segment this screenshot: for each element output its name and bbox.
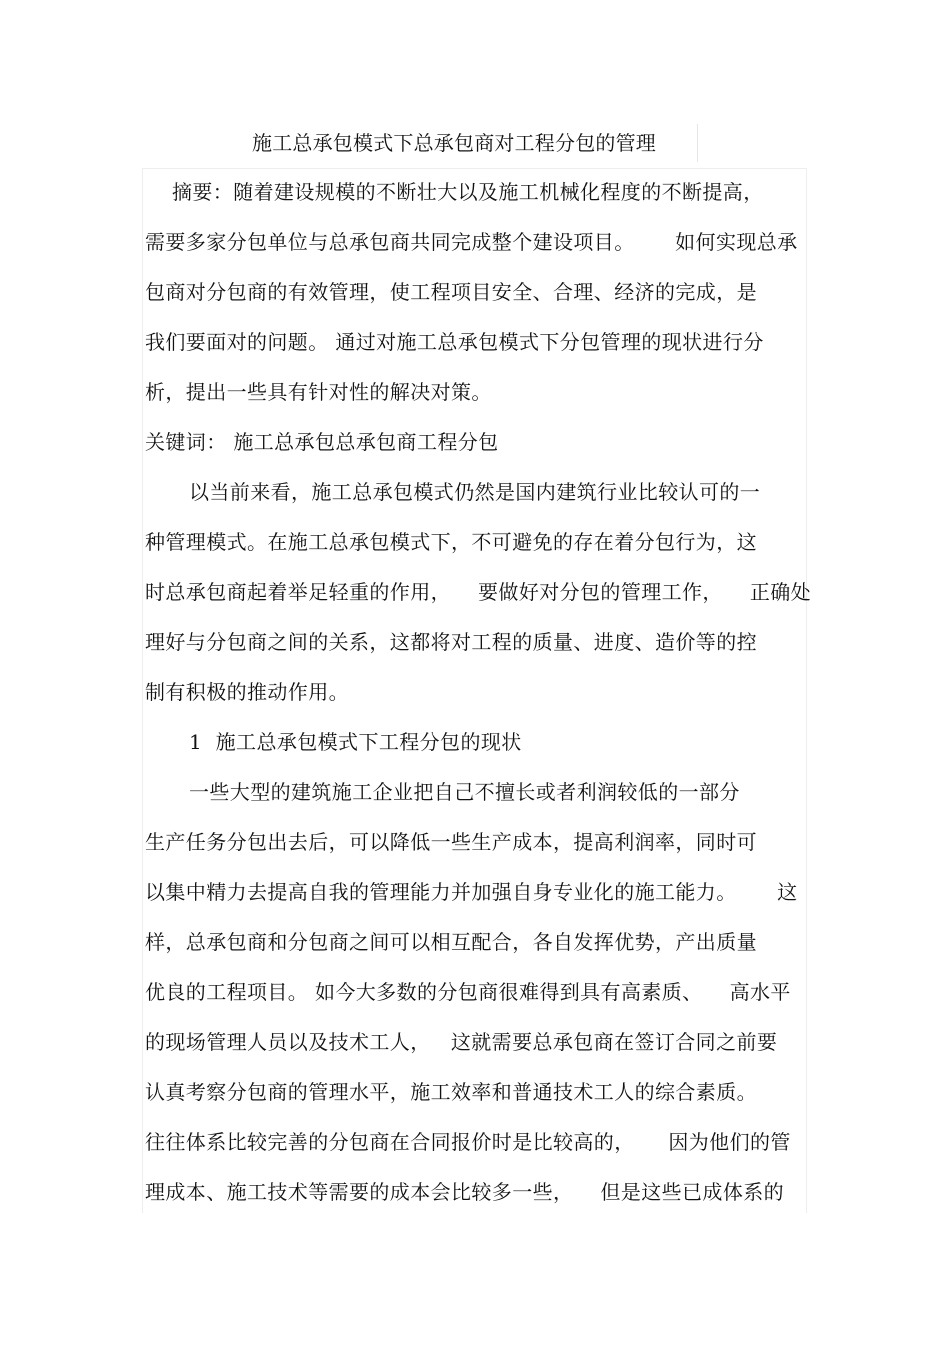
title-divider [697, 124, 698, 162]
text-frame-left [142, 168, 143, 1213]
section-heading-1: 1 施工总承包模式下工程分包的现状 [189, 730, 522, 754]
intro-line-2: 种管理模式。在施工总承包模式下，不可避免的存在着分包行为，这 [145, 530, 757, 554]
abstract-line-2: 需要多家分包单位与总承包商共同完成整个建设项目。 如何实现总承 [145, 230, 798, 254]
body-line-6: 的现场管理人员以及技术工人， 这就需要总承包商在签订合同之前要 [145, 1030, 778, 1054]
body-line-9: 理成本、施工技术等需要的成本会比较多一些， 但是这些已成体系的 [145, 1180, 785, 1204]
body-line-7: 认真考察分包商的管理水平，施工效率和普通技术工人的综合素质。 [145, 1080, 757, 1104]
abstract-line-1: 摘要：随着建设规模的不断壮大以及施工机械化程度的不断提高， [172, 180, 764, 204]
body-line-5: 优良的工程项目。 如今大多数的分包商很难得到具有高素质、 高水平 [145, 980, 791, 1004]
intro-line-3: 时总承包商起着举足轻重的作用， 要做好对分包的管理工作， 正确处 [145, 580, 812, 604]
abstract-line-5: 析，提出一些具有针对性的解决对策。 [145, 380, 492, 404]
page-title: 施工总承包模式下总承包商对工程分包的管理 [252, 131, 656, 155]
body-line-4: 样，总承包商和分包商之间可以相互配合，各自发挥优势，产出质量 [145, 930, 757, 954]
body-line-3: 以集中精力去提高自我的管理能力并加强自身专业化的施工能力。 这 [145, 880, 798, 904]
intro-line-4: 理好与分包商之间的关系，这都将对工程的质量、进度、造价等的控 [145, 630, 757, 654]
abstract-line-4: 我们要面对的问题。 通过对施工总承包模式下分包管理的现状进行分 [145, 330, 764, 354]
abstract-line-3: 包商对分包商的有效管理，使工程项目安全、合理、经济的完成，是 [145, 280, 757, 304]
body-line-1: 一些大型的建筑施工企业把自己不擅长或者利润较低的一部分 [189, 780, 740, 804]
body-line-8: 往往体系比较完善的分包商在合同报价时是比较高的， 因为他们的管 [145, 1130, 791, 1154]
keywords-line: 关键词： 施工总承包总承包商工程分包 [145, 430, 499, 454]
text-frame-right [806, 168, 807, 1213]
intro-line-1: 以当前来看，施工总承包模式仍然是国内建筑行业比较认可的一 [189, 480, 761, 504]
body-line-2: 生产任务分包出去后，可以降低一些生产成本，提高利润率，同时可 [145, 830, 757, 854]
text-frame-top [143, 168, 806, 169]
intro-line-5: 制有积极的推动作用。 [145, 680, 349, 704]
